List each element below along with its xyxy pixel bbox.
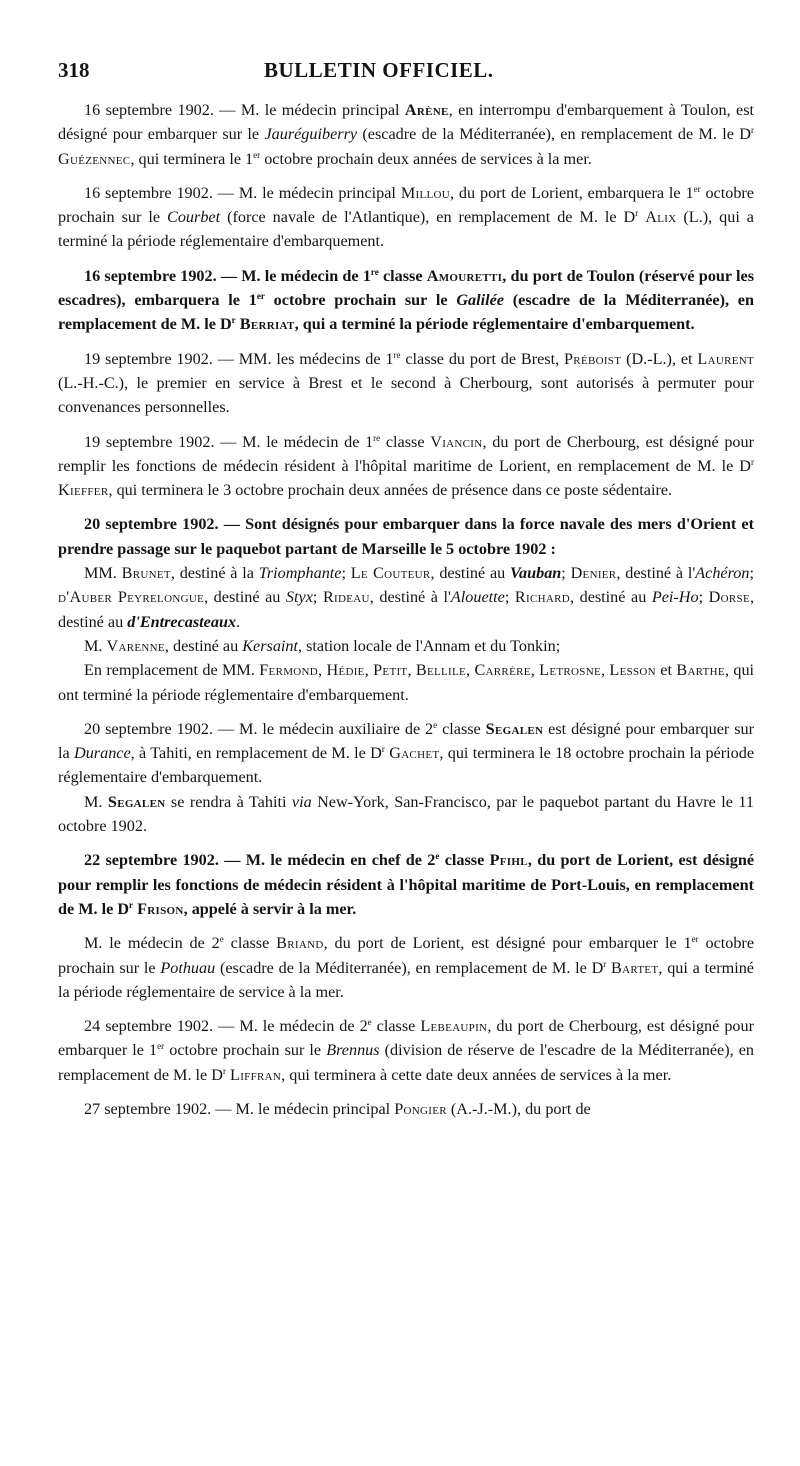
entry-text: , destiné au [204, 588, 286, 607]
entry-text: (A.-J.-M.), du port de [446, 1099, 591, 1118]
entry-text: , destiné à l' [616, 564, 696, 583]
entry-text: — M. le médecin principal [212, 183, 401, 202]
person-name: Guézennec [58, 149, 131, 168]
person-name: Denier [570, 564, 617, 583]
entry-20-sept-segalen-voyage [58, 790, 754, 839]
entry-text: classe [439, 851, 490, 870]
person-name: Viancin [430, 432, 483, 451]
entry-text: — M. le médecin de 2 [213, 1017, 368, 1036]
person-name: d'Auber Peyrelongue [58, 588, 205, 607]
entry-text: octobre prochain sur le [58, 183, 754, 227]
entry-text: , destiné au [164, 636, 243, 655]
superscript: r [635, 208, 639, 219]
entry-text: , qui a terminé la période réglementaire de service à la mer. [58, 958, 754, 1001]
entry-text: ; [561, 564, 571, 583]
entry-text: , qui a terminé la période réglementaire d'embarquement. [294, 315, 695, 334]
entry-text: , qui ont terminé la période réglementaire d'embarquement. [58, 661, 755, 704]
entry-date: 19 septembre 1902. [84, 432, 215, 451]
entry-text: classe [437, 719, 486, 738]
entry-date: 24 septembre 1902. [84, 1017, 214, 1036]
ship-name: d'Entrecasteaux [127, 612, 237, 631]
entry-date: 16 septembre 1902. [84, 183, 213, 202]
superscript: er [693, 183, 701, 194]
entry-text: ; [341, 564, 351, 583]
entry-text: , du port de Lorient, embarquera le 1 [450, 183, 694, 202]
entry-date: 27 septembre 1902. [84, 1099, 212, 1118]
entry-text: octobre prochain sur le [164, 1041, 327, 1060]
person-name: Fermond [259, 661, 319, 680]
entry-text: et [655, 661, 677, 680]
entry-text: (escadre de la Méditerranée), en remplacement de M. le D [215, 958, 604, 977]
entry-text: , qui terminera le 1 [130, 149, 254, 168]
person-name: Le Couteur [350, 564, 431, 583]
person-name: Carrère [474, 661, 531, 680]
entry-date: 16 septembre 1902. — [84, 101, 236, 119]
superscript: r [751, 456, 754, 467]
person-name: Préboist [564, 349, 622, 368]
ship-name: Vauban [510, 564, 562, 583]
entry-text: , [530, 661, 540, 680]
entry-text: — Sont désignés pour embarquer dans la force navale des mers d'Orient et prendre passage sur le paquebot partant de Marseille le 5 octobre 1902 : [58, 515, 754, 558]
entry-date: 20 septembre 1902. [84, 515, 219, 534]
entry-20-sept-destinations [58, 561, 754, 634]
entry-text: , qui terminera le 18 octobre prochain la période réglementaire d'embarquement. [58, 744, 755, 787]
entry-text: ; [312, 588, 323, 607]
entry-text: octobre prochain sur le [264, 291, 457, 310]
person-name: Dorse [708, 588, 750, 607]
entry-text: M. le médecin de 2 [84, 934, 220, 953]
superscript: er [253, 149, 261, 160]
entry-text: , qui terminera le 3 octobre prochain deux années de présence dans ce poste sédentaire. [108, 481, 673, 500]
entry-text: — M. le médecin principal [211, 1099, 395, 1118]
entry-24-sept-lebeaupin [58, 1014, 754, 1087]
ship-name: Durance [74, 744, 131, 763]
superscript: r [751, 125, 754, 136]
person-name: Bartet [611, 958, 659, 977]
entry-text: (D.-L.), et [621, 349, 698, 368]
person-name: Petit [373, 661, 408, 680]
superscript: r [222, 1065, 226, 1076]
entry-text: , à Tahiti, en remplacement de M. le D [130, 744, 382, 763]
entry-text: (force navale de l'Atlantique), en remplacement de M. le D [220, 208, 636, 227]
ship-name: Pothuau [160, 958, 216, 977]
person-name: Richard [514, 588, 570, 607]
person-name: Barthe [676, 661, 725, 680]
page-header [58, 58, 754, 96]
entry-text: (L.-H.-C.), le premier en service à Brest et le second à Cherbourg, sont autorisés à permuter pour convenances personnelles. [58, 373, 754, 417]
entry-16-sept-millou [58, 181, 754, 254]
ship-name: Courbet [167, 208, 221, 227]
superscript: re [393, 349, 401, 360]
entry-text: , du port de Lorient, est désigné pour embarquer le 1 [323, 934, 692, 953]
entry-text: M. le médecin principal [235, 101, 405, 119]
entry-text: , destiné au [430, 564, 510, 583]
superscript: r [381, 744, 385, 755]
ship-name: Alouette [450, 588, 505, 607]
superscript: r [231, 315, 236, 326]
ship-name: Triomphante [258, 564, 342, 583]
person-name: Varenne [106, 636, 165, 655]
entry-text: (L.), qui a terminé la période réglementaire d'embarquement. [58, 208, 754, 251]
ship-name: Jauréguiberry [264, 125, 358, 144]
entry-text: (division de réserve de l'escadre de la Méditerranée), en remplacement de M. le D [58, 1041, 755, 1084]
entry-text: , destiné à la [170, 564, 259, 583]
person-name: Arène [404, 101, 449, 119]
entry-text: classe [371, 1017, 421, 1036]
entry-text: M. [84, 792, 108, 811]
entry-text: , [407, 661, 416, 680]
entry-text: , [600, 661, 610, 680]
entry-text: , en interrompu d'embarquement à Toulon, est désigné pour embarquer sur le [58, 101, 754, 144]
person-name: Pongier [394, 1099, 447, 1118]
person-name: Segalen [107, 792, 166, 811]
entry-text: MM. [84, 564, 122, 583]
entry-text: , qui terminera à cette date deux années de services à la mer. [281, 1065, 672, 1084]
entry-text: se rendra à Tahiti [165, 792, 292, 811]
entry-text: classe du port de Brest, [400, 349, 564, 368]
entry-text: , du port de Cherbourg, est désigné pour remplir les fonctions de médecin résident à l'hôpital maritime de Lorient, en remplacement de M. le D [58, 432, 754, 475]
person-name: Lebeaupin [420, 1017, 488, 1036]
entry-text: , destiné à l' [369, 588, 451, 607]
entry-text: octobre prochain deux années de services à la mer. [260, 149, 592, 168]
entry-text: , destiné au [58, 588, 755, 631]
entry-text: En remplacement de MM. [84, 661, 260, 680]
person-name: Lesson [609, 661, 656, 680]
entry-text: ; [698, 588, 709, 607]
entry-text: — M. le médecin de 1 [216, 266, 371, 285]
superscript: er [691, 934, 699, 945]
superscript: re [373, 432, 381, 443]
person-name: Berriat [239, 315, 295, 334]
entry-text: est désigné pour embarquer sur la [58, 719, 754, 763]
person-name: Briand [276, 934, 324, 953]
entry-text: , appelé à servir à la mer. [183, 899, 357, 918]
person-name: Bellile [415, 661, 467, 680]
superscript: e [219, 934, 224, 945]
entry-text: — MM. les médecins de 1 [212, 349, 394, 368]
entry-20-sept-varenne [58, 634, 754, 658]
entry-text: , [466, 661, 475, 680]
person-name: Frison [137, 899, 184, 918]
running-head: BULLETIN OFFICIEL. [264, 58, 494, 82]
entry-16-sept-amouretti [58, 264, 754, 337]
entry-27-sept-pongier [58, 1097, 754, 1121]
person-name: Amouretti [426, 266, 503, 285]
ship-name: Galilée [456, 291, 504, 310]
ship-name: Brennus [326, 1041, 380, 1060]
person-name: Letrosne [539, 661, 601, 680]
superscript: e [435, 851, 440, 862]
person-name: Kieffer [58, 481, 109, 500]
ship-name: Achéron [695, 564, 750, 583]
entry-text: classe [223, 934, 277, 953]
entry-19-sept-viancin [58, 430, 754, 503]
entry-16-sept-arene [58, 98, 754, 171]
entry-text: ; [749, 564, 754, 583]
superscript: er [157, 1041, 165, 1052]
person-name: Gachet [389, 744, 440, 763]
entry-text: M. [84, 636, 107, 655]
entry-19-sept-preboist [58, 347, 754, 420]
entry-text: , destiné au [570, 588, 652, 607]
entry-text: — M. le médecin en chef de 2 [218, 851, 436, 870]
superscript: re [370, 266, 379, 277]
entry-text: . [236, 612, 241, 631]
entry-date: 19 septembre 1902. [84, 349, 213, 368]
entry-text: ; [504, 588, 515, 607]
entry-text: (escadre de la Méditerranée), en remplacement de M. le D [58, 291, 754, 334]
entry-text: , station locale de l'Annam et du Tonkin; [298, 636, 561, 655]
entry-date: 22 septembre 1902. [84, 851, 219, 870]
entry-text: , du port de Cherbourg, est désigné pour embarquer le 1 [58, 1017, 754, 1060]
entry-text: New-York, San-Francisco, par le paquebot partant du Havre le 11 octobre 1902. [58, 792, 754, 836]
entry-20-sept-remplacement [58, 658, 754, 707]
entry-text: , du port de Lorient, est désigné pour remplir les fonctions de médecin résident à l'hôpital maritime de Port-Louis, en remplacement de M. le D [58, 851, 755, 918]
entry-20-sept-orient [58, 512, 754, 561]
entry-text: — M. le médecin de 1 [214, 432, 374, 451]
page-number: 318 [58, 58, 90, 82]
entry-text: , [318, 661, 327, 680]
entry-20-sept-segalen [58, 717, 754, 790]
person-name: Millou [400, 183, 450, 202]
ship-name: Styx [285, 588, 313, 607]
entry-text: , du port de Toulon (réservé pour les escadres), embarquera le 1 [58, 266, 754, 310]
person-name: Brunet [121, 564, 171, 583]
person-name: Pfihl [489, 851, 528, 870]
superscript: er [256, 291, 265, 302]
entry-text: octobre prochain sur le [58, 934, 755, 977]
entry-text: — M. le médecin auxiliaire de 2 [213, 719, 434, 738]
via-word: via [291, 792, 312, 811]
person-name: Alix [645, 208, 677, 227]
person-name: Segalen [485, 719, 544, 738]
entry-22-sept-briand [58, 931, 754, 1004]
ship-name: Pei-Ho [651, 588, 699, 607]
entry-date: 16 septembre 1902. [84, 266, 217, 285]
superscript: r [129, 899, 134, 910]
person-name: Liffran [230, 1065, 282, 1084]
superscript: e [367, 1017, 372, 1028]
superscript: r [603, 958, 607, 969]
entry-text: classe [378, 266, 427, 285]
person-name: Hédie [326, 661, 365, 680]
entry-text: (escadre de la Méditerranée), en remplacement de M. le D [357, 125, 751, 144]
person-name: Laurent [697, 349, 754, 368]
ship-name: Kersaint [242, 636, 298, 655]
entry-text: classe [380, 432, 431, 451]
entry-text: , [364, 661, 374, 680]
superscript: e [433, 719, 438, 730]
entry-22-sept-pfihl [58, 848, 754, 921]
entry-date: 20 septembre 1902. [84, 719, 213, 738]
person-name: Rideau [322, 588, 370, 607]
